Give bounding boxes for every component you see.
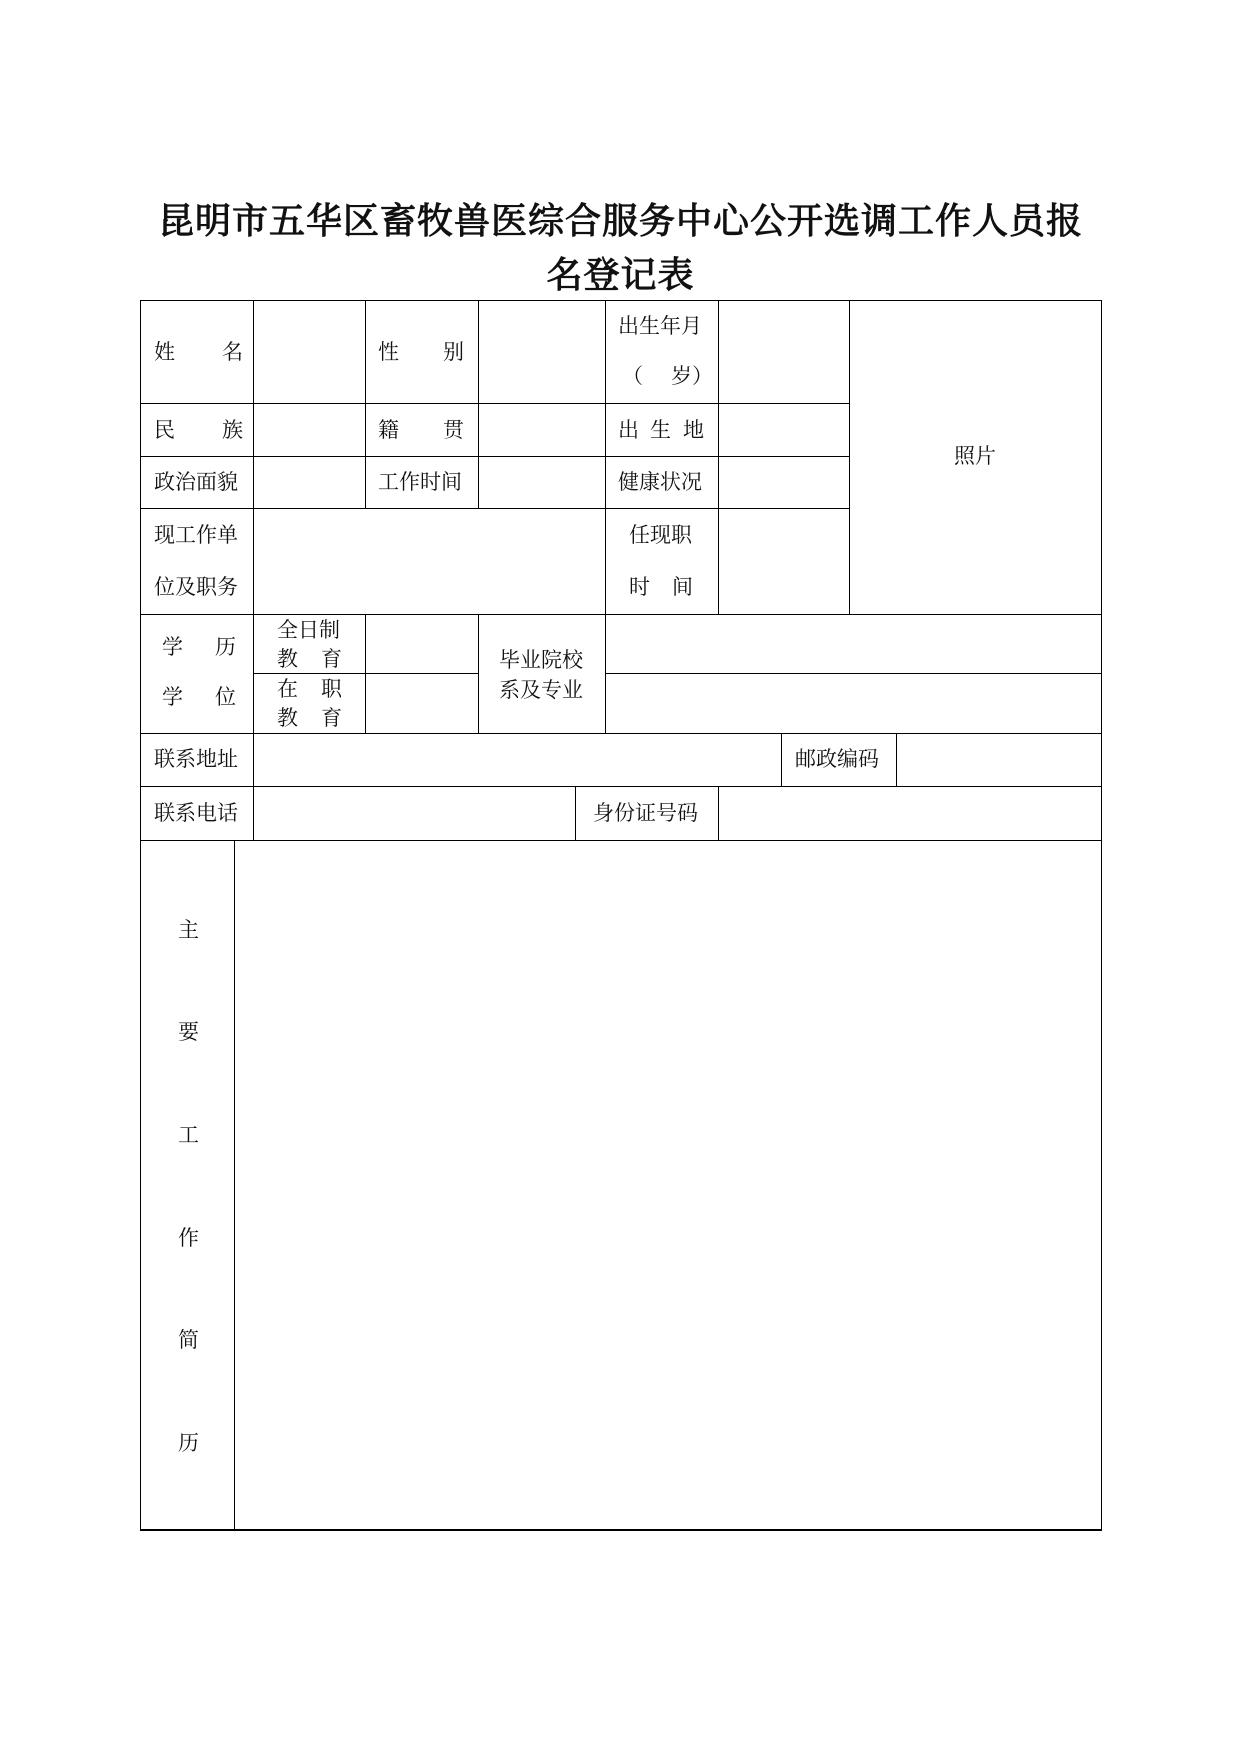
label-tenure-line1: 任现职 bbox=[629, 523, 692, 547]
id-number-field[interactable] bbox=[719, 787, 1100, 839]
label-birthplace-part3: 地 bbox=[683, 418, 704, 442]
form-title-line1: 昆明市五华区畜牧兽医综合服务中心公开选调工作人员报 bbox=[157, 200, 1083, 242]
label-work-start-time: 工作时间 bbox=[378, 470, 462, 494]
label-current-unit-line1: 现工作单 bbox=[154, 523, 238, 547]
phone-field[interactable] bbox=[254, 787, 574, 839]
inservice-education-field[interactable] bbox=[366, 674, 477, 732]
fulltime-education-field[interactable] bbox=[366, 615, 477, 672]
label-birthplace-part1: 出 bbox=[618, 418, 639, 442]
work-start-time-field[interactable] bbox=[479, 457, 604, 507]
label-name-part1: 姓 bbox=[154, 340, 175, 364]
label-resume-char1: 主 bbox=[178, 918, 199, 942]
label-resume-char4: 作 bbox=[178, 1226, 199, 1250]
label-current-unit-line2: 位及职务 bbox=[154, 575, 238, 599]
label-tenure-part1: 时 bbox=[629, 575, 650, 599]
label-name-part2: 名 bbox=[222, 340, 243, 364]
label-gender-part2: 别 bbox=[443, 340, 464, 364]
label-school-line2: 系及专业 bbox=[499, 678, 583, 702]
label-inservice-part3: 教 bbox=[277, 706, 298, 730]
label-inservice-part2: 职 bbox=[321, 677, 342, 701]
label-resume-char6: 历 bbox=[178, 1431, 199, 1455]
native-place-field[interactable] bbox=[479, 404, 604, 455]
birth-date-field[interactable] bbox=[719, 301, 848, 402]
label-birth-date: 出生年月 bbox=[618, 314, 702, 338]
label-fulltime-line1: 全日制 bbox=[277, 618, 340, 642]
current-unit-field[interactable] bbox=[254, 509, 604, 613]
address-field[interactable] bbox=[254, 734, 780, 785]
label-inservice-part1: 在 bbox=[277, 677, 298, 701]
label-native-place-part2: 贯 bbox=[443, 418, 464, 442]
label-inservice-part4: 育 bbox=[321, 706, 342, 730]
form-title-line2: 名登记表 bbox=[546, 254, 695, 296]
birthplace-field[interactable] bbox=[719, 404, 848, 455]
political-status-field[interactable] bbox=[254, 457, 364, 507]
label-age-open: （ bbox=[622, 364, 643, 388]
label-school-line1: 毕业院校 bbox=[499, 648, 583, 672]
label-native-place-part1: 籍 bbox=[378, 418, 399, 442]
label-gender-part1: 性 bbox=[378, 340, 399, 364]
label-address: 联系地址 bbox=[154, 747, 238, 771]
tenure-field[interactable] bbox=[719, 509, 848, 613]
label-age-close: 岁） bbox=[671, 364, 713, 388]
label-resume-char2: 要 bbox=[178, 1020, 199, 1044]
label-ethnicity-part2: 族 bbox=[222, 418, 243, 442]
postcode-field[interactable] bbox=[897, 734, 1100, 785]
label-degree-part1: 学 bbox=[162, 685, 183, 709]
resume-field[interactable] bbox=[236, 841, 1100, 1528]
label-tenure-part2: 间 bbox=[672, 575, 693, 599]
label-phone: 联系电话 bbox=[154, 801, 238, 825]
label-degree-part2: 位 bbox=[215, 685, 236, 709]
ethnicity-field[interactable] bbox=[254, 404, 364, 455]
label-education-part2: 历 bbox=[215, 635, 236, 659]
fulltime-school-field[interactable] bbox=[606, 615, 1100, 672]
gender-field[interactable] bbox=[479, 301, 604, 402]
label-fulltime-part2: 育 bbox=[321, 647, 342, 671]
label-fulltime-part1: 教 bbox=[277, 647, 298, 671]
label-photo: 照片 bbox=[954, 444, 996, 468]
label-resume-char3: 工 bbox=[178, 1123, 199, 1147]
label-postcode: 邮政编码 bbox=[795, 747, 879, 771]
health-status-field[interactable] bbox=[719, 457, 848, 507]
label-education-part1: 学 bbox=[162, 635, 183, 659]
label-birthplace-part2: 生 bbox=[650, 418, 671, 442]
inservice-school-field[interactable] bbox=[606, 674, 1100, 732]
label-health-status: 健康状况 bbox=[618, 470, 702, 494]
name-field[interactable] bbox=[254, 301, 364, 402]
label-political-status: 政治面貌 bbox=[154, 470, 238, 494]
label-id-number: 身份证号码 bbox=[593, 801, 698, 825]
label-ethnicity-part1: 民 bbox=[154, 418, 175, 442]
label-resume-char5: 简 bbox=[178, 1328, 199, 1352]
